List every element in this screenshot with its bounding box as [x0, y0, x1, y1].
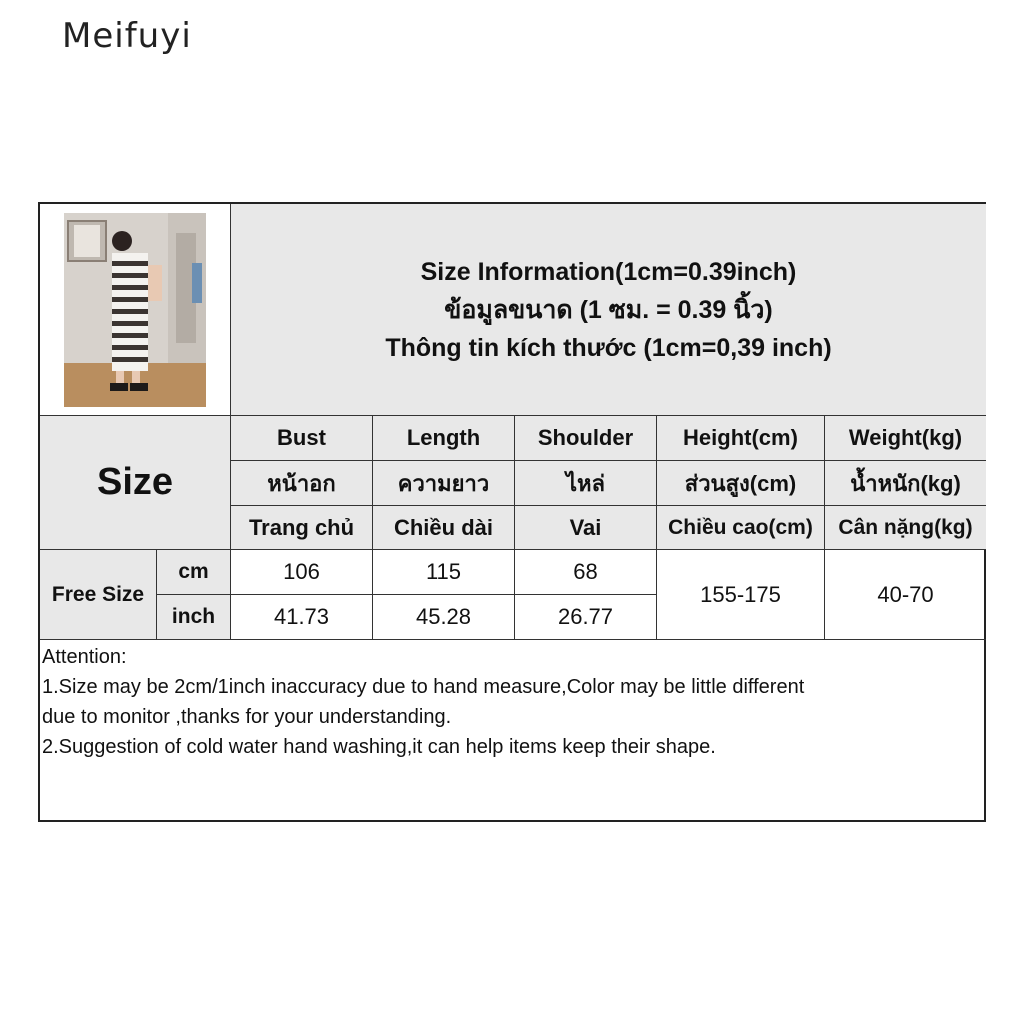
- title-english: Size Information(1cm=0.39inch): [420, 257, 797, 286]
- col-height-th: ส่วนสูง(cm): [657, 461, 825, 506]
- free-size-label: Free Size: [40, 550, 157, 640]
- size-chart: [38, 202, 986, 822]
- col-length-th: ความยาว: [373, 461, 515, 506]
- col-bust-vi: Trang chủ: [231, 506, 373, 550]
- col-shoulder-en: Shoulder: [515, 416, 657, 461]
- title-thai: ข้อมูลขนาด (1 ซม. = 0.39 นิ้ว): [444, 295, 773, 324]
- brand-logo-text: Meifuyi: [62, 16, 192, 56]
- unit-inch-label: inch: [157, 595, 231, 640]
- col-weight-en: Weight(kg): [825, 416, 986, 461]
- col-weight-th: น้ำหนัก(kg): [825, 461, 986, 506]
- shoulder-inch-value: 26.77: [515, 595, 657, 640]
- length-cm-value: 115: [373, 550, 515, 595]
- length-inch-value: 45.28: [373, 595, 515, 640]
- shoulder-cm-value: 68: [515, 550, 657, 595]
- bust-inch-value: 41.73: [231, 595, 373, 640]
- attention-notes: [42, 642, 972, 762]
- size-label: Size: [40, 416, 231, 550]
- attention-line-3: 2.Suggestion of cold water hand washing,it can help items keep their shape.: [42, 736, 716, 758]
- title-vietnamese: Thông tin kích thước (1cm=0,39 inch): [385, 333, 832, 362]
- height-range-value: 155-175: [657, 550, 825, 640]
- attention-line-1: 1.Size may be 2cm/1inch inaccuracy due to hand measure,Color may be little different: [42, 676, 805, 698]
- col-height-vi: Chiều cao(cm): [657, 506, 825, 550]
- bust-cm-value: 106: [231, 550, 373, 595]
- col-bust-en: Bust: [231, 416, 373, 461]
- unit-cm-label: cm: [157, 550, 231, 595]
- col-length-en: Length: [373, 416, 515, 461]
- attention-heading: Attention:: [42, 646, 127, 668]
- product-photo: [64, 213, 206, 407]
- col-shoulder-th: ไหล่: [515, 461, 657, 506]
- col-height-en: Height(cm): [657, 416, 825, 461]
- weight-range-value: 40-70: [825, 550, 986, 640]
- col-length-vi: Chiều dài: [373, 506, 515, 550]
- product-photo-cell: [40, 204, 231, 416]
- col-bust-th: หน้าอก: [231, 461, 373, 506]
- attention-line-2: due to monitor ,thanks for your understanding.: [42, 706, 452, 728]
- col-weight-vi: Cân nặng(kg): [825, 506, 986, 550]
- col-shoulder-vi: Vai: [515, 506, 657, 550]
- size-information-title: [231, 204, 986, 416]
